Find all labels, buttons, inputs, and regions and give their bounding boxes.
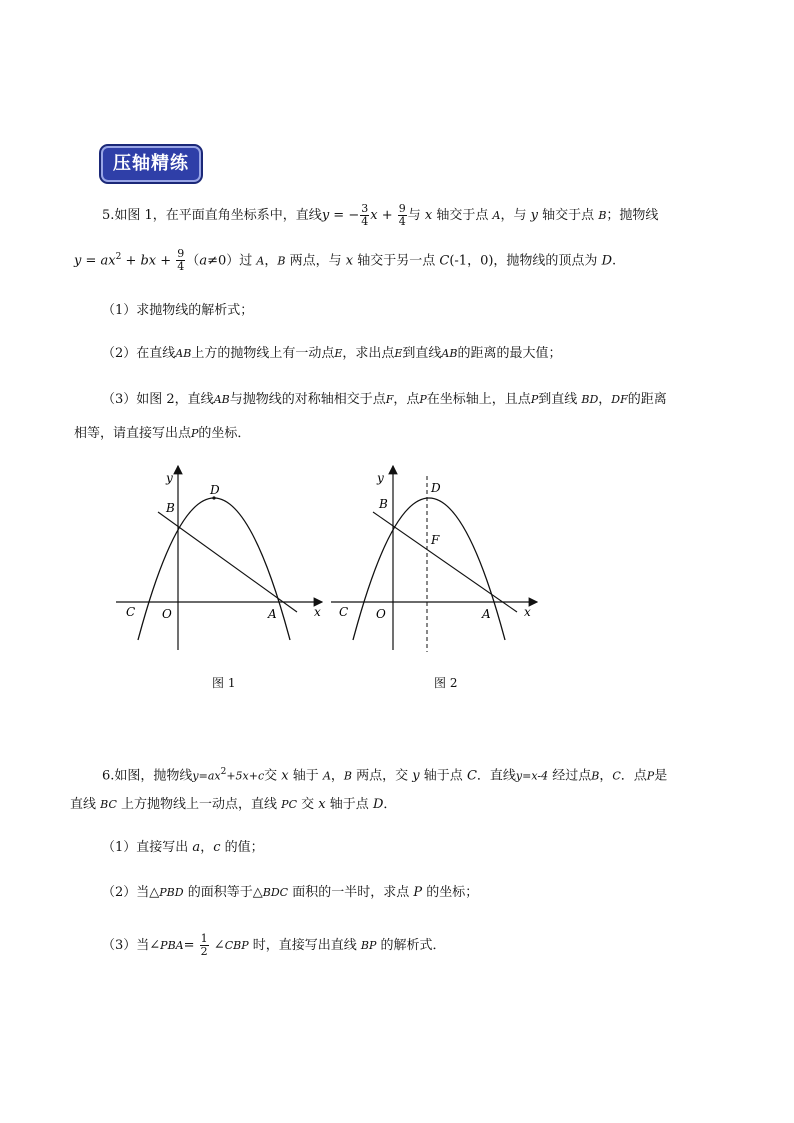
fraction: $\frac{3}{4}$ xyxy=(361,202,369,228)
label-B: B xyxy=(379,497,388,511)
figure-1 xyxy=(110,462,330,662)
label-D: D xyxy=(210,483,220,497)
label-C: C xyxy=(126,605,136,619)
p6-question3: （3）当∠PBA= $\frac{1}{2}$ ∠CBP 时，直接写出直线 BP 的解析式． xyxy=(102,932,446,958)
figure-2-caption: 图 2 xyxy=(434,676,458,690)
p6-question1: （1）直接写出 a，c 的值； xyxy=(102,840,264,855)
label-x: x xyxy=(524,605,531,619)
p5-question3-line2: 相等，请直接写出点P的坐标． xyxy=(74,426,251,441)
p5-question1: （1）求抛物线的解析式； xyxy=(102,303,254,318)
p5-line2: $y = ax^2$ + bx + $\frac{9}{4}$ （a≠0）过 A，B 两点，与 x 轴交于另一点 C(-1，0)，抛物线的顶点为 D. xyxy=(74,247,617,274)
section-badge: 压轴精练 xyxy=(101,146,201,182)
label-D: D xyxy=(431,481,441,495)
label-F: F xyxy=(431,533,440,547)
label-B: B xyxy=(166,501,175,515)
p6-question2: （2）当△PBD 的面积等于△BDC 面积的一半时，求点 P 的坐标； xyxy=(102,885,479,900)
figure-2 xyxy=(325,462,545,662)
label-A: A xyxy=(268,607,277,621)
fraction: $\frac{9}{4}$ xyxy=(177,247,185,274)
label-A: A xyxy=(482,607,491,621)
label-O: O xyxy=(376,607,386,621)
p5-question2: （2）在直线AB上方的抛物线上有一动点E，求出点E到直线AB的距离的最大值； xyxy=(102,346,562,361)
line-ab xyxy=(373,512,517,612)
line-ab xyxy=(158,512,297,612)
fraction: $\frac{1}{2}$ xyxy=(200,932,208,958)
fraction: $\frac{9}{4}$ xyxy=(398,202,406,228)
p5-line1: 5.如图 1，在平面直角坐标系中，直线y = − $\frac{3}{4}$ x + $\frac{9}{4}$ 与 x 轴交于点 A，与 y 轴交于点 B；抛物线 xyxy=(102,202,659,228)
p5-question3-line1: （3）如图 2，直线AB与抛物线的对称轴相交于点F，点P在坐标轴上，且点P到直线 BD，DF的距离 xyxy=(102,392,667,407)
figure-1-caption: 图 1 xyxy=(212,676,236,690)
label-y: y xyxy=(166,471,173,485)
p6-line1: 6.如图，抛物线$y=ax^2+5x+c$交 x 轴于 A，B 两点，交 y 轴于点 C．直线y=x-4 经过点B，C．点P是 xyxy=(102,767,668,784)
label-C: C xyxy=(339,605,349,619)
label-x: x xyxy=(314,605,321,619)
label-O: O xyxy=(162,607,172,621)
label-y: y xyxy=(377,471,384,485)
p6-line2: 直线 BC 上方抛物线上一动点，直线 PC 交 x 轴于点 D． xyxy=(70,797,397,812)
